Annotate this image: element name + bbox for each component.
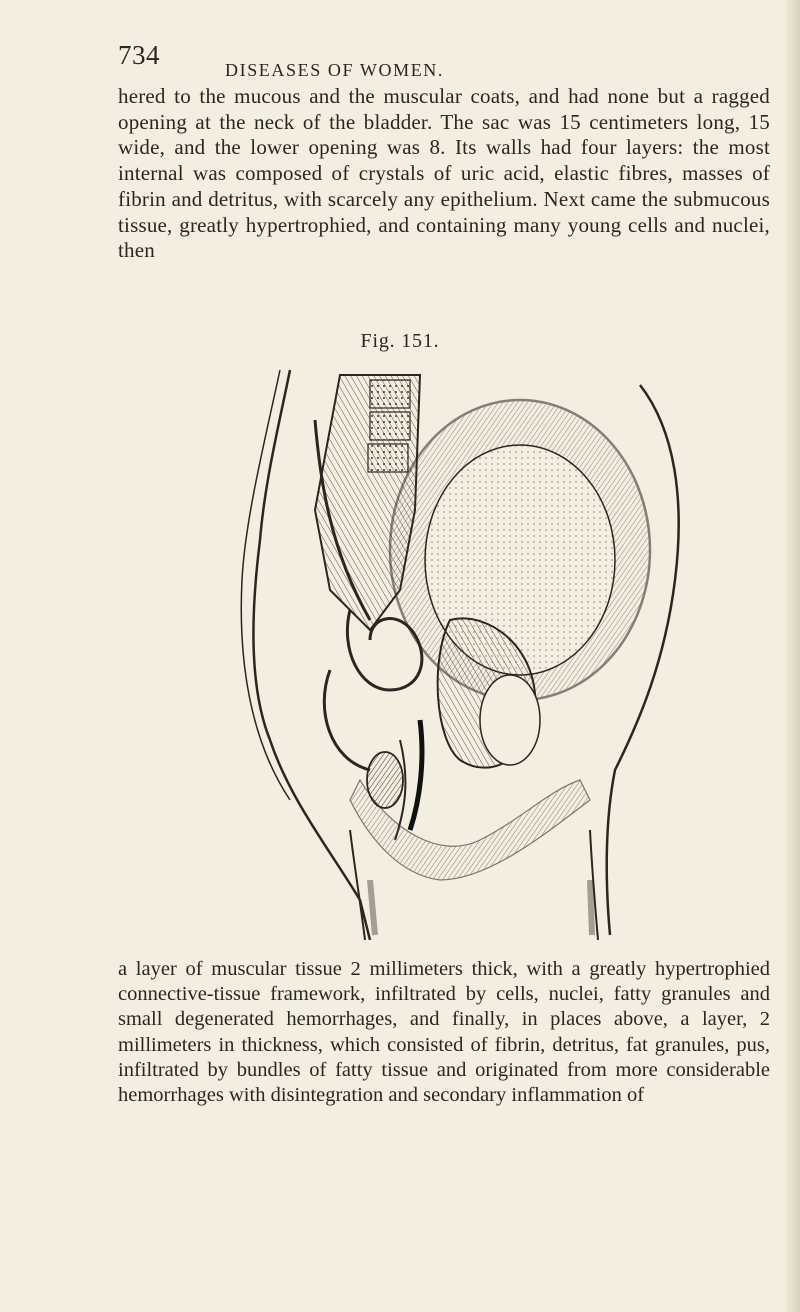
body-paragraph-bottom: a layer of muscular tissue 2 millimeters thick, with a greatly hypertrophied connective-tissue framework, infiltrated by cells, nuclei, fatty granules and small degenerated hemorrhages, and finally, in places above, a layer, 2 millimeters in thickness, which consisted of fibrin, detritus, fat granules, pus, infiltrated by bundles of fatty tissue and originated from more considerable hemorrhages with disintegration and secondary inflammation of: [118, 958, 770, 1107]
running-head: DISEASES OF WOMEN.: [225, 60, 444, 80]
page-header: [0, 40, 800, 80]
pelvic-section-illustration: [220, 360, 700, 940]
page-edge-shadow: [786, 0, 800, 1312]
body-paragraph-top: hered to the mucous and the muscular coats, and had none but a ragged opening at the neck of the bladder. The sac was 15 centimeters long, 15 wide, and the lower opening was 8. Its walls had four layers: the most internal was composed of crystals of uric acid, elastic fibres, masses of fibrin and detritus, with scarcely any epithelium. Next came the submucous tissue, greatly hypertrophied, and containing many young cells and nuclei, then: [118, 84, 770, 263]
figure-caption: Fig. 151.: [360, 330, 440, 352]
page-number: 734: [118, 40, 160, 70]
